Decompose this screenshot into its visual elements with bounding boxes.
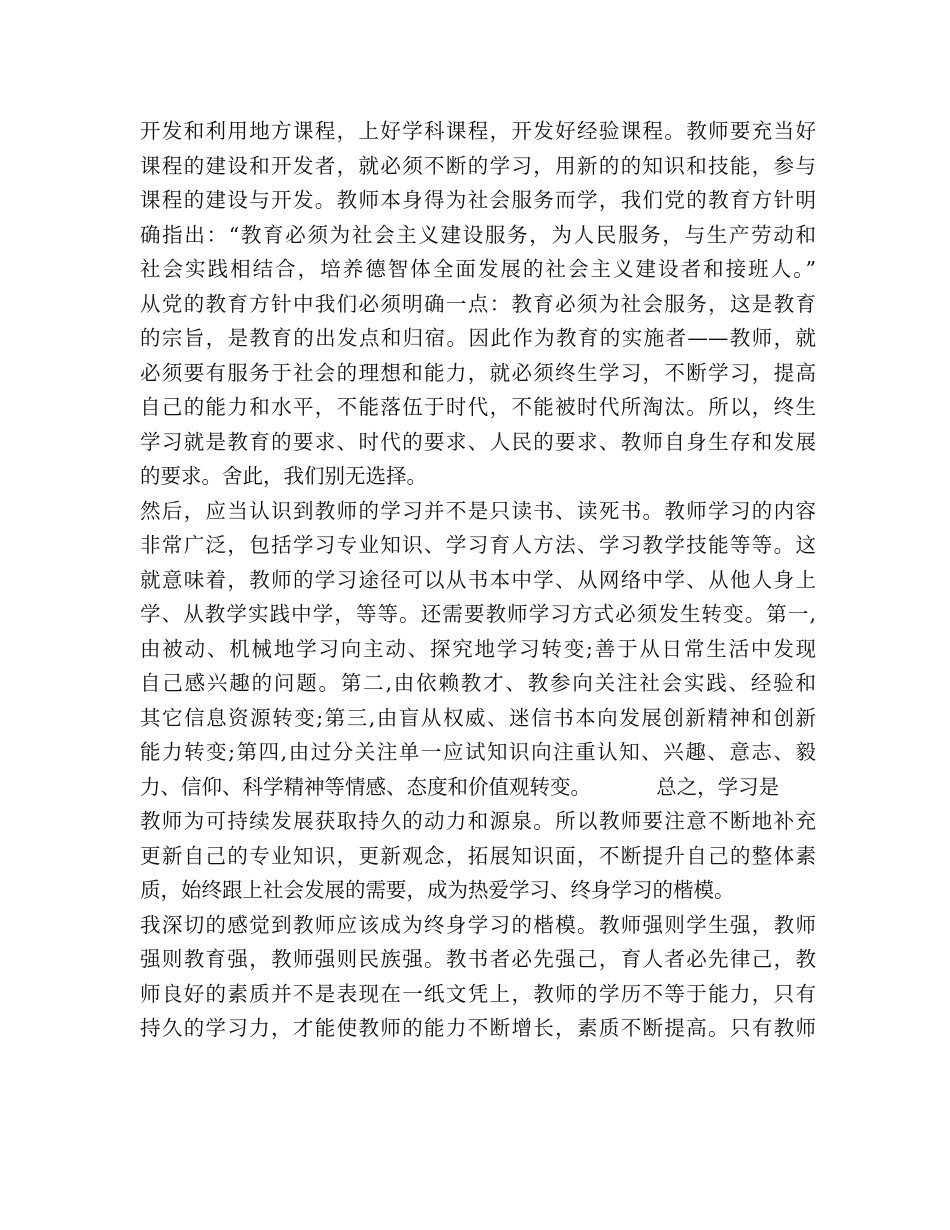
text-line: 从党的教育方针中我们必须明确一点：教育必须为社会服务，这是教育	[140, 291, 816, 316]
text-line: 的要求。舍此，我们别无选择。	[140, 464, 427, 488]
text-line: 师良好的素质并不是表现在一纸文凭上，教师的学历不等于能力，只有	[140, 981, 816, 1006]
text-line: 持久的学习力，才能使教师的能力不断增长，素质不断提高。只有教师	[140, 1016, 816, 1040]
text-line: 社会实践相结合，培养德智体全面发展的社会主义建设者和接班人。”	[140, 257, 816, 281]
text-line: 开发和利用地方课程，上好学科课程，开发好经验课程。教师要充当好	[140, 119, 816, 143]
text-line: 就意味着，教师的学习途径可以从书本中学、从网络中学、从他人身上	[140, 567, 816, 592]
text-line: 其它信息资源转变;第三,由盲从权威、迷信书本向发展创新精神和创新	[140, 705, 816, 730]
text-line: 能力转变;第四,由过分关注单一应试知识向注重认知、兴趣、意志、毅	[140, 740, 816, 764]
text-line: 自己的能力和水平，不能落伍于时代，不能被时代所淘汰。所以，终生	[140, 395, 816, 419]
text-line: 学习就是教育的要求、时代的要求、人民的要求、教师自身生存和发展	[140, 429, 816, 454]
text-line: 自己感兴趣的问题。第二,由依赖教才、教参向关注社会实践、经验和	[140, 671, 816, 695]
text-line: 课程的建设与开发。教师本身得为社会服务而学，我们党的教育方针明	[140, 188, 816, 212]
text-line: 教师为可持续发展获取持久的动力和源泉。所以教师要注意不断地补充	[140, 809, 816, 833]
text-line: 学、从教学实践中学，等等。还需要教师学习方式必须发生转变。第一,	[140, 602, 816, 626]
text-line: 的宗旨，是教育的出发点和归宿。因此作为教育的实施者——教师，就	[140, 326, 816, 350]
text-line: 更新自己的专业知识，更新观念，拓展知识面，不断提升自己的整体素	[140, 843, 816, 868]
text-line: 力、信仰、科学精神等情感、态度和价值观转变。 总之，学习是	[140, 774, 780, 799]
body-text	[140, 114, 816, 1046]
text-line: 必须要有服务于社会的理想和能力，就必须终生学习，不断学习，提高	[140, 360, 816, 385]
text-line: 然后，应当认识到教师的学习并不是只读书、读死书。教师学习的内容	[140, 498, 816, 523]
text-line: 课程的建设和开发者，就必须不断的学习，用新的的知识和技能，参与	[140, 153, 816, 178]
text-line: 非常广泛，包括学习专业知识、学习育人方法、学习教学技能等等。这	[140, 533, 816, 557]
text-line: 由被动、机械地学习向主动、探究地学习转变;善于从日常生活中发现	[140, 636, 816, 661]
text-line: 我深切的感觉到教师应该成为终身学习的楷模。教师强则学生强，教师	[140, 912, 816, 937]
text-line: 质，始终跟上社会发展的需要，成为热爱学习、终身学习的楷模。	[140, 878, 735, 902]
text-line: 确指出：“教育必须为社会主义建设服务，为人民服务，与生产劳动和	[140, 222, 816, 247]
text-line: 强则教育强，教师强则民族强。教书者必先强己，育人者必先律己，教	[140, 947, 816, 971]
